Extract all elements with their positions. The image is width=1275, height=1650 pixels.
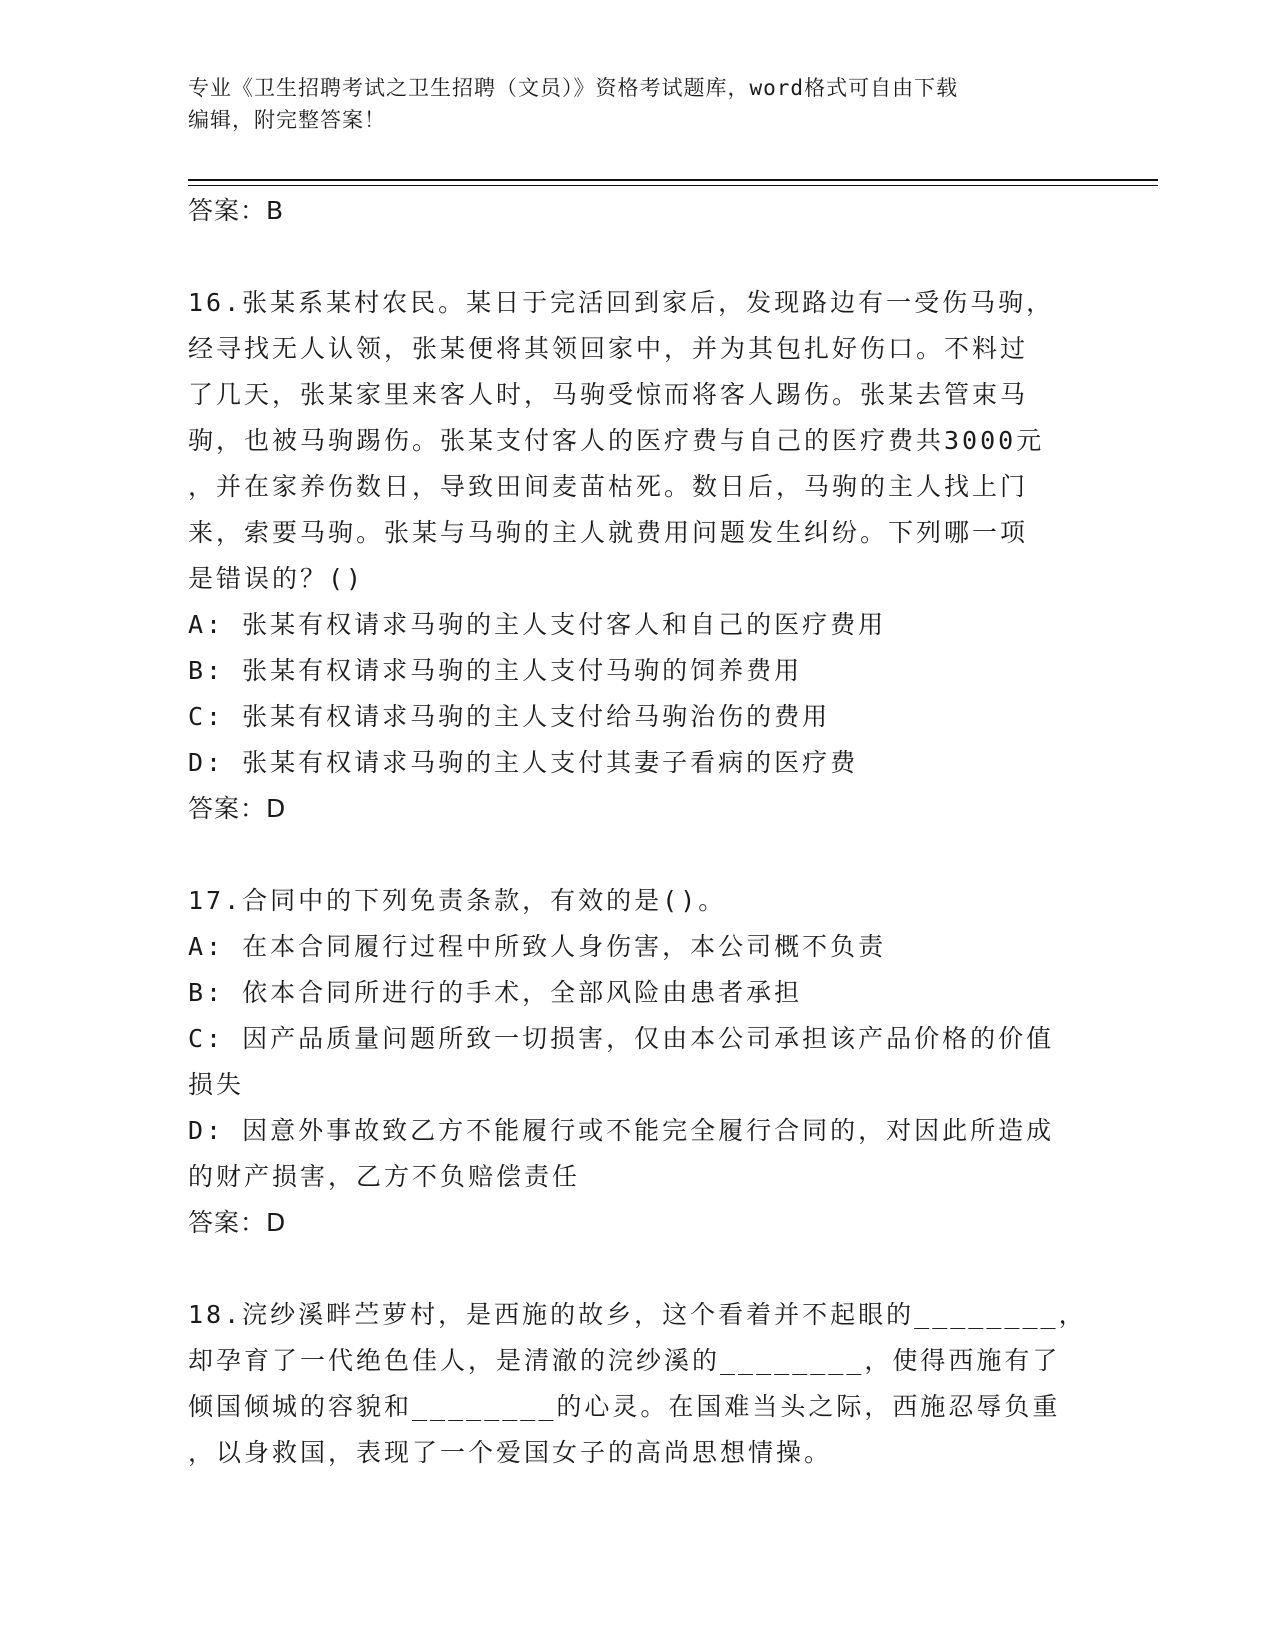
answer-label: 答案：D (188, 1208, 287, 1237)
option-d-continued: 的财产损害，乙方不负赔偿责任 (188, 1162, 581, 1191)
question-17 (188, 878, 1088, 1246)
question-text: 驹，也被马驹踢伤。张某支付客人的医疗费与自己的医疗费共3000元 (188, 426, 1045, 455)
option-b: B: 张某有权请求马驹的主人支付马驹的饲养费用 (188, 656, 803, 685)
option-b: B: 依本合同所进行的手术，全部风险由患者承担 (188, 978, 803, 1007)
page-header (188, 72, 1068, 136)
question-text: 了几天，张某家里来客人时，马驹受惊而将客人踢伤。张某去管束马 (188, 380, 1029, 409)
question-text: 经寻找无人认领，张某便将其领回家中，并为其包扎好伤口。不料过 (188, 334, 1029, 363)
option-d: D: 张某有权请求马驹的主人支付其妻子看病的医疗费 (188, 748, 859, 777)
question-18 (188, 1292, 1088, 1476)
question-16 (188, 280, 1088, 832)
header-line: 编辑，附完整答案！ (188, 108, 386, 132)
question-text: 却孕育了一代绝色佳人，是清澈的浣纱溪的________，使得西施有了 (188, 1346, 1061, 1375)
question-text: ，以身救国，表现了一个爱国女子的高尚思想情操。 (188, 1438, 833, 1467)
question-text: 是错误的？() (188, 564, 365, 593)
header-line: 专业《卫生招聘考试之卫生招聘（文员）》资格考试题库，word格式可自由下载 (188, 76, 959, 100)
question-text: 16.张某系某村农民。某日于完活回到家后，发现路边有一受伤马驹， (188, 288, 1055, 317)
question-text: ，并在家养伤数日，导致田间麦苗枯死。数日后，马驹的主人找上门 (188, 472, 1029, 501)
question-text: 来，索要马驹。张某与马驹的主人就费用问题发生纠纷。下列哪一项 (188, 518, 1029, 547)
option-d: D: 因意外事故致乙方不能履行或不能完全履行合同的，对因此所造成 (188, 1116, 1055, 1145)
question-text: 17.合同中的下列免责条款，有效的是()。 (188, 886, 727, 915)
answer-label: 答案：B (188, 196, 285, 225)
option-a: A: 在本合同履行过程中所致人身伤害，本公司概不负责 (188, 932, 887, 961)
option-c: C: 张某有权请求马驹的主人支付给马驹治伤的费用 (188, 702, 831, 731)
header-divider-thin (188, 185, 1158, 186)
option-c: C: 因产品质量问题所致一切损害，仅由本公司承担该产品价格的价值 (188, 1024, 1055, 1053)
answer-label: 答案：D (188, 794, 287, 823)
question-content (188, 188, 1088, 1476)
option-a: A: 张某有权请求马驹的主人支付客人和自己的医疗费用 (188, 610, 887, 639)
question-text: 倾国倾城的容貌和________的心灵。在国难当头之际，西施忍辱负重 (188, 1392, 1061, 1421)
header-divider-thick (188, 179, 1158, 181)
question-text: 18.浣纱溪畔苎萝村，是西施的故乡，这个看着并不起眼的________， (188, 1300, 1087, 1329)
option-c-continued: 损失 (188, 1070, 245, 1099)
